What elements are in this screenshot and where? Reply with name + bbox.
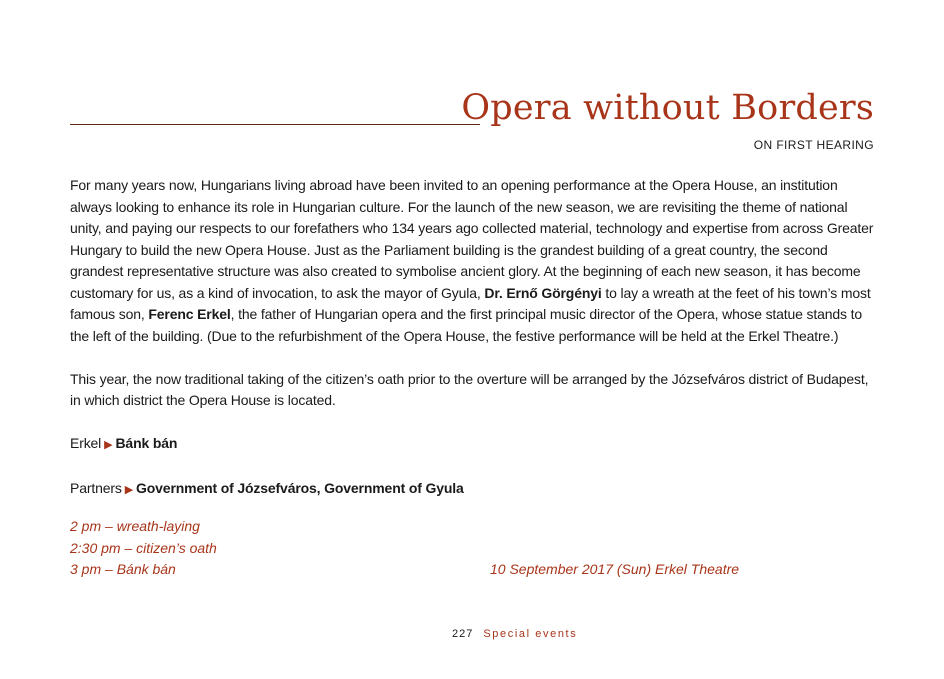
- intro-paragraph: [70, 175, 876, 347]
- page-subtitle: ON FIRST HEARING: [753, 138, 874, 152]
- header-rule: [70, 124, 480, 125]
- intro-text-1: For many years now, Hungarians living abroad have been invited to an opening performance at the Opera House, an institution always looking to enhance its role in Hungarian culture. For the launch of the new season, we are revisiting the theme of national unity, and paying our respects to our forefathers who 134 years ago collected material, technology and expertise from across Greater Hungary to build the new Opera House. Just as the Parliament building is the grandest building of a great country, the second grandest representative structure was also created to symbolise ancient glory. At the beginning of each new season, it has become customary for us, as a kind of invocation, to ask the mayor of Gyula,: [70, 177, 874, 301]
- page-number: 227: [452, 628, 474, 640]
- partners-list: Government of Józsefváros, Government of Gyula: [136, 480, 464, 496]
- triangle-right-icon: ▶: [104, 439, 113, 451]
- page-title: Opera without Borders: [461, 88, 874, 128]
- composer-label: Erkel: [70, 435, 102, 451]
- intro-text-3: , the father of Hungarian opera and the first principal music director of the Opera, whose statue stands to the left of the building. (Due to the refurbishment of the Opera House, the festive performance will be held at the Erkel Theatre.): [70, 306, 863, 344]
- schedule-item: 2 pm – wreath-laying: [70, 518, 200, 534]
- partners-label: Partners: [70, 480, 122, 496]
- work-title: Bánk bán: [115, 435, 178, 451]
- schedule: [70, 516, 217, 581]
- intro-text-2: to lay a wreath at the feet of his town’s most famous son,: [70, 284, 871, 322]
- page-footer: [452, 628, 577, 640]
- mayor-name: Dr. Ernő Görgényi: [484, 284, 602, 301]
- schedule-item: 2:30 pm – citizen’s oath: [70, 539, 217, 556]
- event-date: 10 September 2017 (Sun) Erkel Theatre: [490, 561, 740, 577]
- triangle-right-icon: ▶: [124, 484, 134, 496]
- schedule-item: 3 pm – Bánk bán: [70, 561, 176, 577]
- article-body: [70, 175, 876, 502]
- composer-credit: [70, 433, 876, 457]
- composer-name: Ferenc Erkel: [148, 306, 231, 322]
- oath-paragraph: This year, the now traditional taking of the citizen’s oath prior to the overture will be arranged by the Józsefváros district of Budapest, in which district the Opera House is located.: [70, 370, 869, 408]
- section-name: Special events: [483, 628, 578, 640]
- partners-credit: [70, 478, 876, 502]
